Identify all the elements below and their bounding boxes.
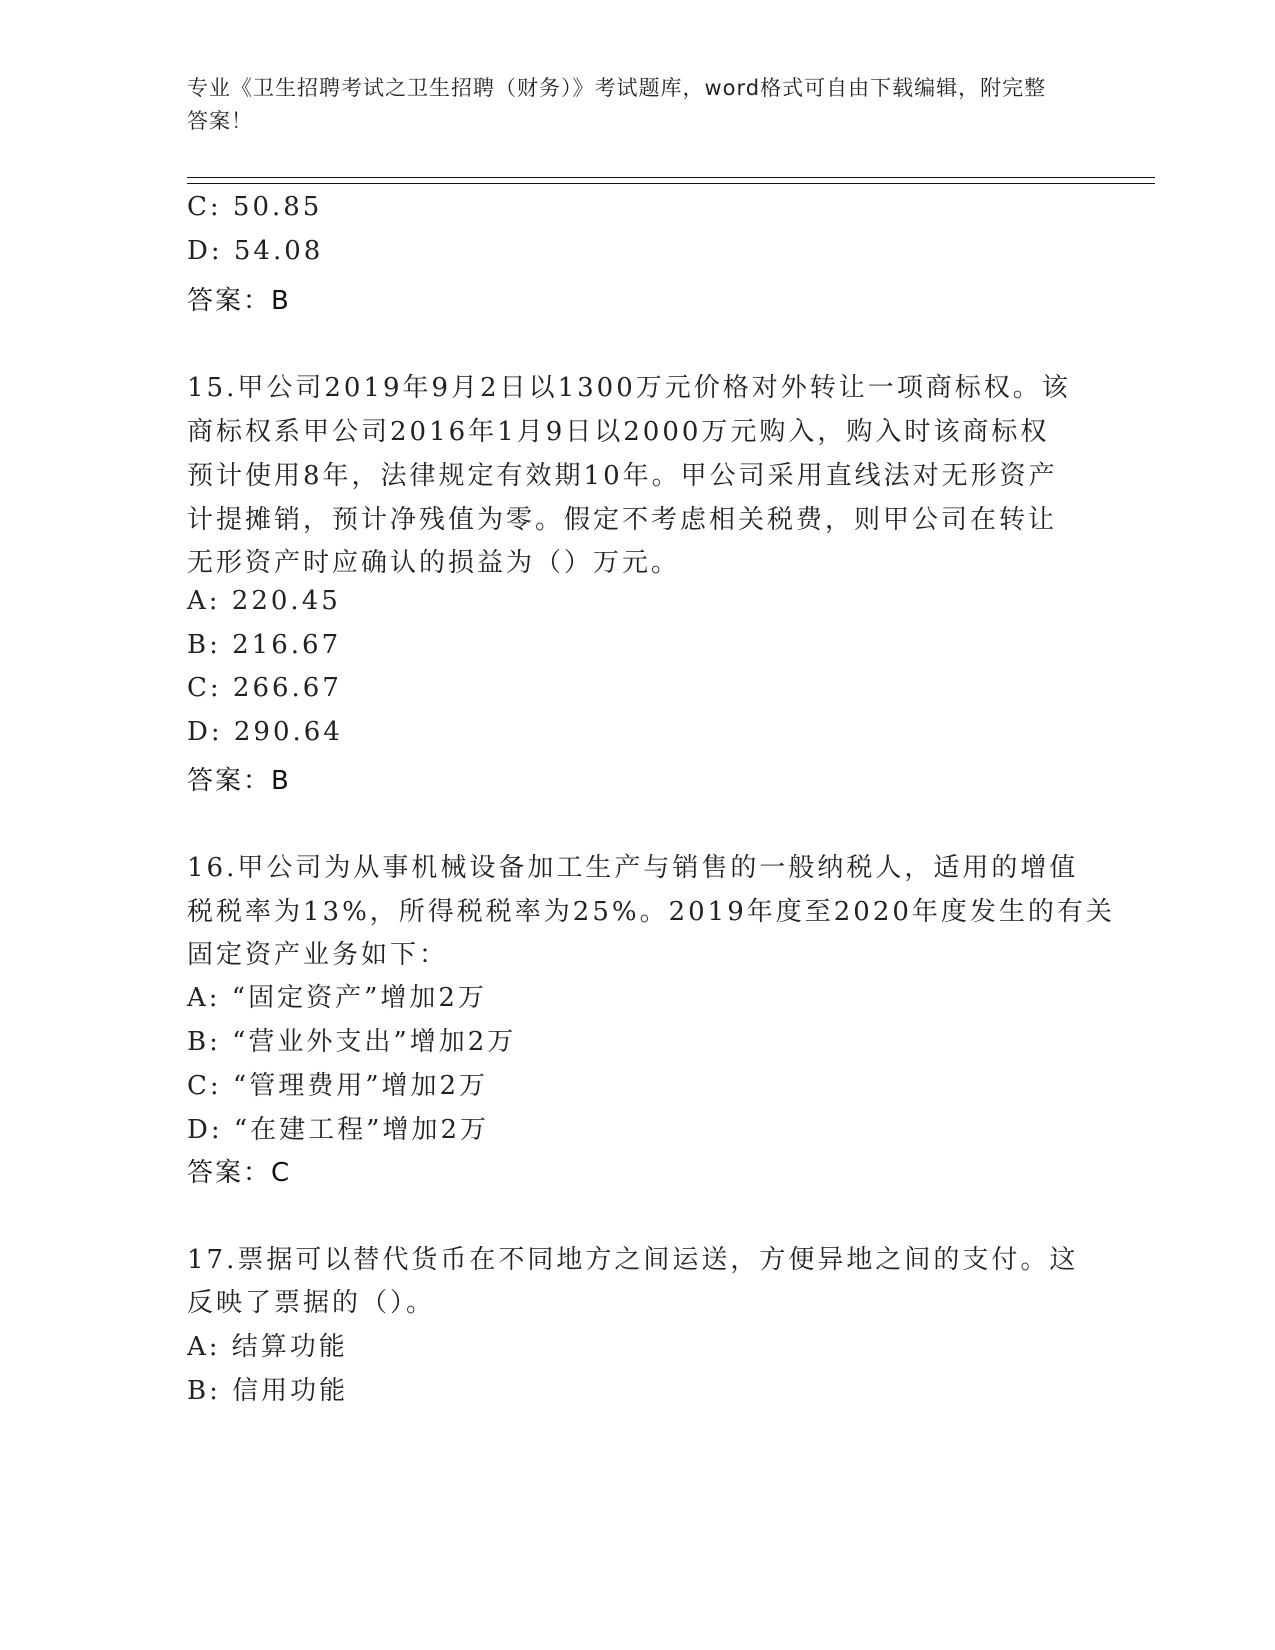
option-d: D: 54.08 bbox=[187, 236, 324, 266]
question-17-line-2: 反映了票据的（）。 bbox=[187, 1288, 436, 1318]
header-divider-bottom bbox=[187, 183, 1155, 184]
question-16-line-2: 税税率为13%，所得税税率为25%。2019年度至2020年度发生的有关 bbox=[187, 897, 1115, 927]
option-c: C: 50.85 bbox=[187, 192, 323, 222]
question-17-option-a: A: 结算功能 bbox=[187, 1332, 348, 1362]
question-15-answer: 答案：B bbox=[187, 766, 291, 796]
question-16-answer: 答案：C bbox=[187, 1158, 292, 1188]
question-16-option-d: D: “在建工程”增加2万 bbox=[187, 1115, 489, 1145]
question-15-option-a: A: 220.45 bbox=[187, 586, 341, 616]
question-16-option-a: A: “固定资产”增加2万 bbox=[187, 983, 487, 1013]
document-header: 专业《卫生招聘考试之卫生招聘（财务）》考试题库，word格式可自由下载编辑，附完整答案！ bbox=[187, 76, 1047, 133]
question-16-line-1: 16.甲公司为从事机械设备加工生产与销售的一般纳税人，适用的增值 bbox=[187, 853, 1079, 883]
question-16-option-c: C: “管理费用”增加2万 bbox=[187, 1071, 489, 1101]
question-15-option-c: C: 266.67 bbox=[187, 673, 342, 703]
question-15-line-4: 计提摊销，预计净残值为零。假定不考虑相关税费，则甲公司在转让 bbox=[187, 505, 1058, 535]
question-15-line-2: 商标权系甲公司2016年1月9日以2000万元购入，购入时该商标权 bbox=[187, 417, 1050, 447]
question-15-option-d: D: 290.64 bbox=[187, 717, 343, 747]
answer-line: 答案：B bbox=[187, 286, 291, 316]
question-17-line-1: 17.票据可以替代货币在不同地方之间运送，方便异地之间的支付。这 bbox=[187, 1245, 1079, 1275]
question-15-line-1: 15.甲公司2019年9月2日以1300万元价格对外转让一项商标权。该 bbox=[187, 373, 1071, 403]
question-16-option-b: B: “营业外支出”增加2万 bbox=[187, 1027, 517, 1057]
question-15-line-3: 预计使用8年，法律规定有效期10年。甲公司采用直线法对无形资产 bbox=[187, 461, 1058, 491]
question-15-line-5: 无形资产时应确认的损益为（）万元。 bbox=[187, 548, 681, 578]
question-16-line-3: 固定资产业务如下： bbox=[187, 940, 449, 970]
question-15-option-b: B: 216.67 bbox=[187, 630, 342, 660]
header-divider-top bbox=[187, 177, 1155, 178]
question-17-option-b: B: 信用功能 bbox=[187, 1376, 349, 1406]
